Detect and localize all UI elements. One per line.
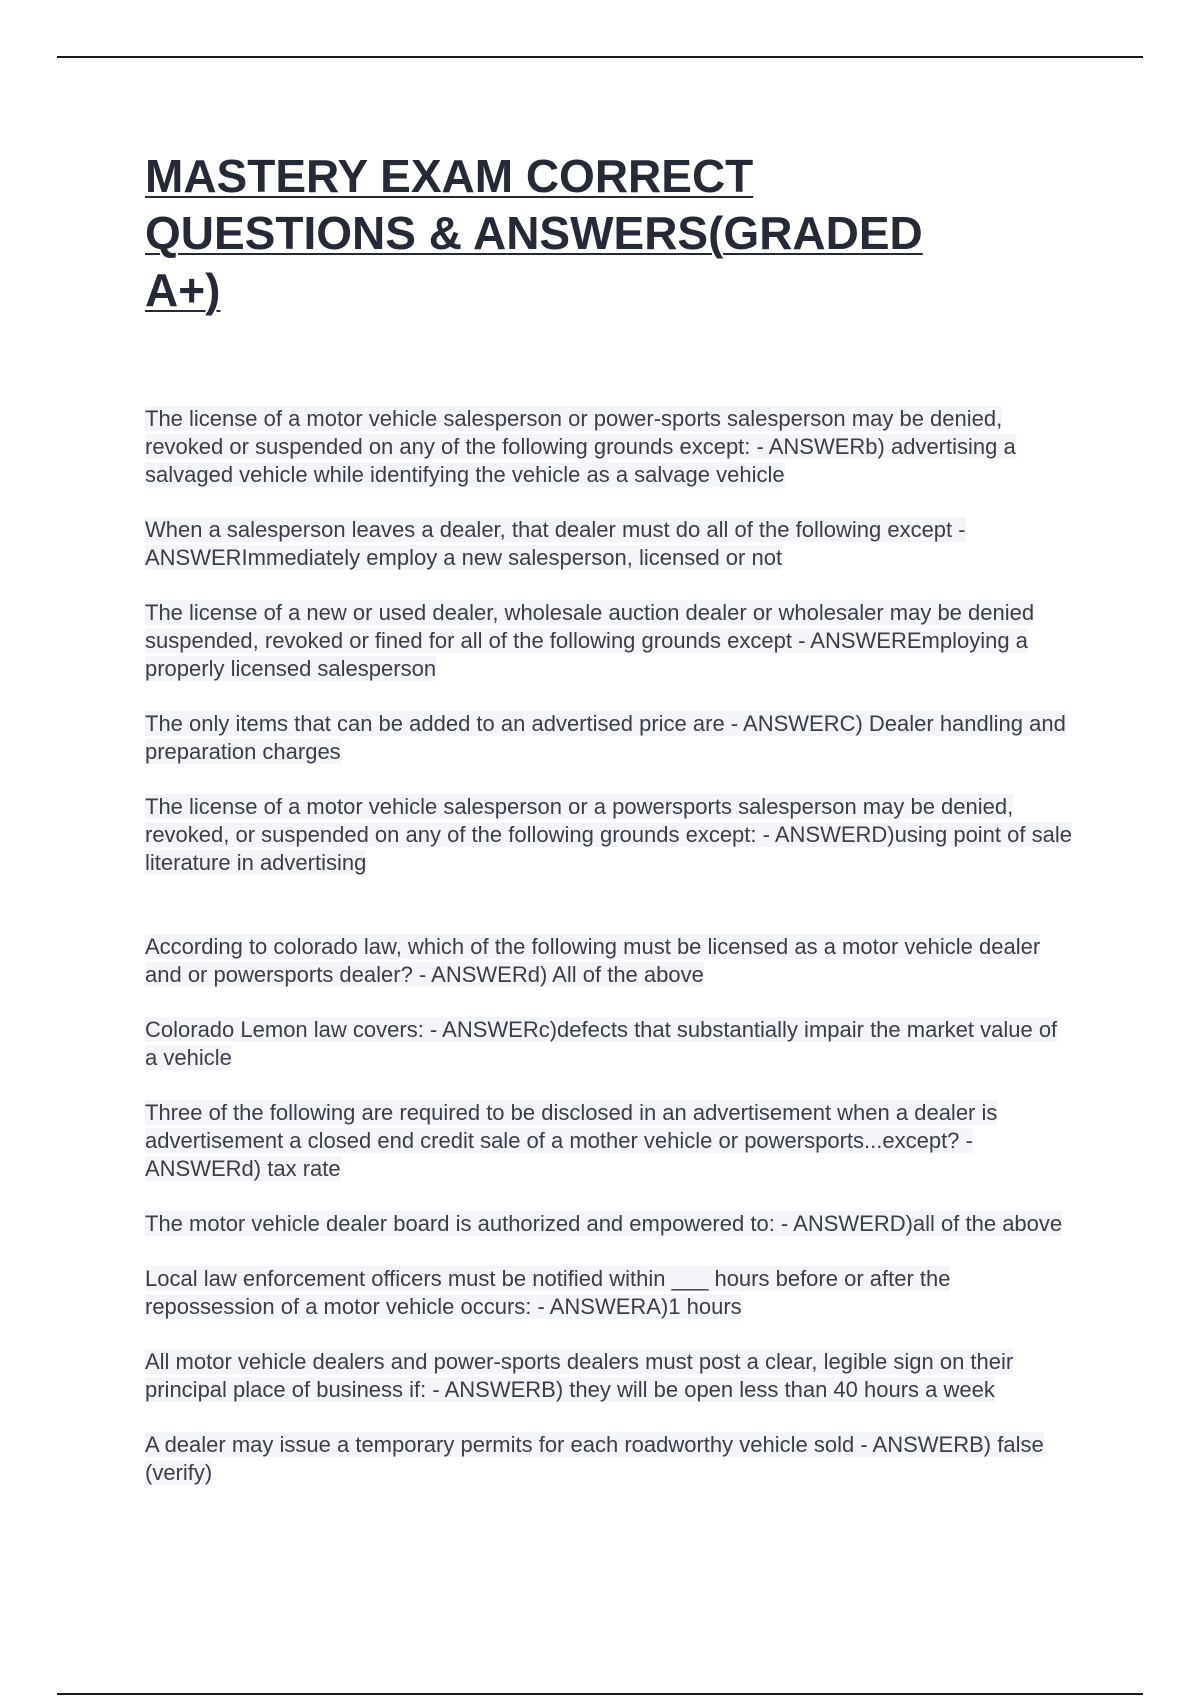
bottom-rule [57, 1693, 1143, 1695]
qa-item: The license of a motor vehicle salesperson or power-sports salesperson may be denied, revoked or suspended on any of the following grounds except: - ANSWERb) advertising a salvaged vehicle while identifying the vehicle as a salvage vehicle [145, 406, 1016, 487]
qa-item: According to colorado law, which of the following must be licensed as a motor vehicle dealer and or powersports dealer? - ANSWERd) All of the above [145, 934, 1041, 987]
qa-item: The motor vehicle dealer board is authorized and empowered to: - ANSWERD)all of the above [145, 1211, 1063, 1236]
qa-item: The license of a new or used dealer, wholesale auction dealer or wholesaler may be denied suspended, revoked or fined for all of the following grounds except - ANSWEREmploying a properly licensed salesperson [145, 600, 1035, 681]
qa-item: A dealer may issue a temporary permits for each roadworthy vehicle sold - ANSWERB) false (verify) [145, 1432, 1044, 1485]
qa-list [145, 405, 1075, 1487]
document-title [145, 148, 995, 319]
qa-item: When a salesperson leaves a dealer, that dealer must do all of the following except - ANSWERImmediately employ a new salesperson, licensed or not [145, 517, 966, 570]
qa-item: The license of a motor vehicle salesperson or a powersports salesperson may be denied, revoked, or suspended on any of the following grounds except: - ANSWERD)using point of sale literature in advertising [145, 794, 1072, 875]
qa-item: Local law enforcement officers must be notified within ___ hours before or after the repossession of a motor vehicle occurs: - ANSWERA)1 hours [145, 1266, 951, 1319]
document-title-text: MASTERY EXAM CORRECT QUESTIONS & ANSWERS(GRADED A+) [145, 150, 923, 316]
document-body [145, 148, 1075, 1514]
qa-item: Three of the following are required to be disclosed in an advertisement when a dealer is advertisement a closed end credit sale of a mother vehicle or powersports...except? - ANSWERd) tax rate [145, 1100, 998, 1181]
qa-item: All motor vehicle dealers and power-sports dealers must post a clear, legible sign on their principal place of business if: - ANSWERB) they will be open less than 40 hours a week [145, 1349, 1014, 1402]
top-rule [57, 56, 1143, 58]
qa-item: Colorado Lemon law covers: - ANSWERc)defects that substantially impair the market value of a vehicle [145, 1017, 1058, 1070]
qa-item: The only items that can be added to an advertised price are - ANSWERC) Dealer handling and preparation charges [145, 711, 1066, 764]
